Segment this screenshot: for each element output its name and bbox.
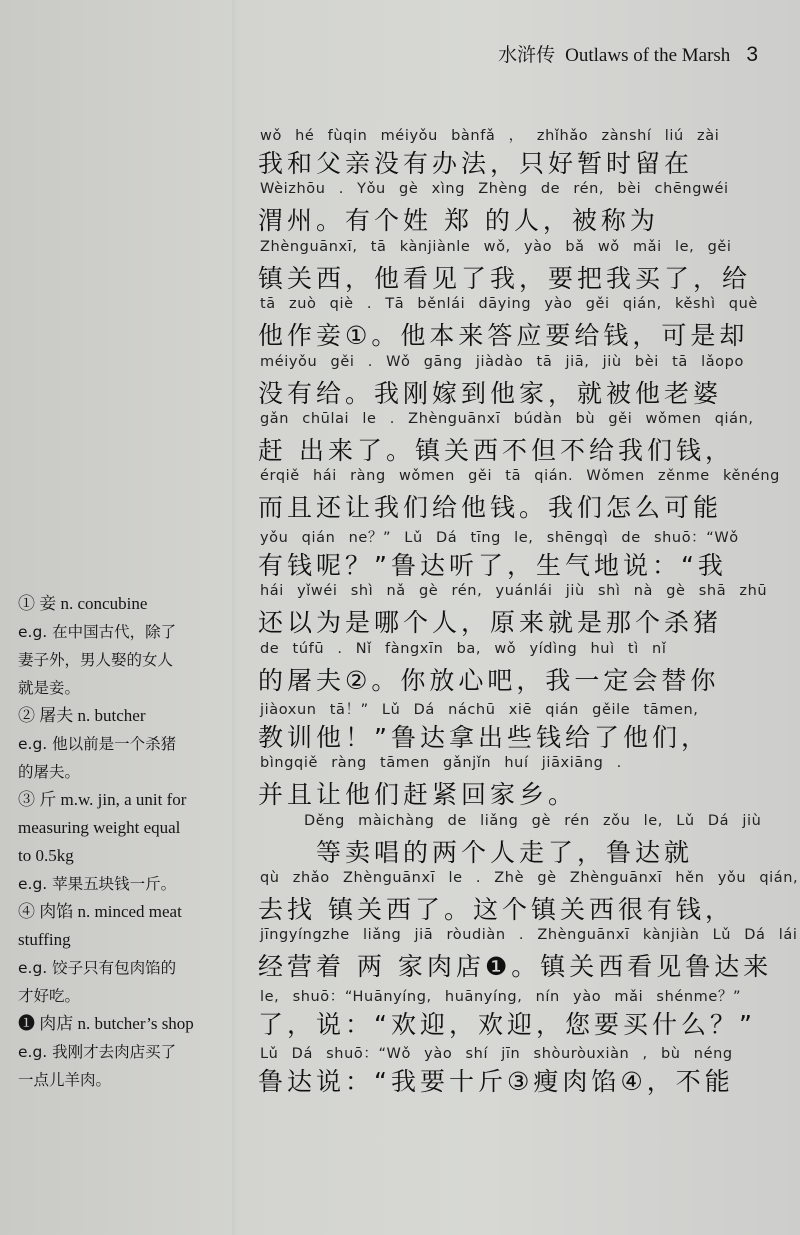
note-example: 才好吃。 xyxy=(18,987,81,1005)
text-line xyxy=(256,583,774,640)
text-line xyxy=(256,411,774,468)
hanzi-line: 而且还让我们给他钱。我们怎么可能 xyxy=(258,493,723,523)
text-line xyxy=(256,181,774,238)
page-divider xyxy=(232,0,238,1235)
text-line xyxy=(256,870,799,927)
hanzi-line: 的屠夫②。你放心吧，我一定会替你 xyxy=(258,665,720,695)
hanzi-line: 赶 出来了。镇关西不但不给我们钱， xyxy=(258,435,734,465)
text-line xyxy=(256,468,780,525)
note-definition: measuring weight equal xyxy=(18,818,181,837)
note-term: ① 妾 n. concubine xyxy=(18,594,148,613)
note-example: 妻子外，男人娶的女人 xyxy=(18,651,174,669)
text-line xyxy=(256,526,774,583)
pinyin-line: jiàoxun tā！” Lǔ Dá náchū xiē qián gěile tāmen, xyxy=(260,701,699,718)
hanzi-line: 还以为是哪个人，原来就是那个杀猪 xyxy=(258,608,723,638)
note-term: ❶ 肉店 n. butcher’s shop xyxy=(18,1014,194,1033)
text-line xyxy=(256,239,774,296)
pinyin-line: jīngyíngzhe liǎng jiā ròudiàn . Zhènguānxī kànjiàn Lǔ Dá lái xyxy=(260,927,798,944)
pinyin-line: Děng màichàng de liǎng gè rén zǒu le, Lǔ Dá jiù xyxy=(304,812,762,829)
text-line xyxy=(256,354,774,411)
hanzi-line: 渭州。有个姓 郑 的人，被称为 xyxy=(258,206,659,236)
pinyin-line: Wèizhōu . Yǒu gè xìng Zhèng de rén, bèi chēngwéi xyxy=(260,181,729,198)
hanzi-line: 并且让他们赶紧回家乡。 xyxy=(258,780,578,810)
text-line xyxy=(256,1042,774,1099)
vocabulary-notes xyxy=(18,590,228,1094)
pinyin-line: yǒu qián ne？” Lǔ Dá tīng le, shēngqì de shuō：“Wǒ xyxy=(260,529,739,546)
hanzi-line: 我和父亲没有办法，只好暂时留在 xyxy=(258,149,694,178)
text-line xyxy=(256,985,774,1042)
note-example: 的屠夫。 xyxy=(18,763,81,781)
note-term: ③ 斤 m.w. jin, a unit for xyxy=(18,790,187,809)
pinyin-line: bìngqiě ràng tāmen gǎnjǐn huí jiāxiāng . xyxy=(260,755,622,772)
text-line xyxy=(256,698,774,755)
text-line xyxy=(256,641,774,698)
hanzi-line: 鲁达说：“我要十斤③瘦肉馅④，不能 xyxy=(258,1067,734,1097)
header-title-en: Outlaws of the Marsh xyxy=(565,45,731,66)
hanzi-line: 没有给。我刚嫁到他家，就被他老婆 xyxy=(258,378,723,408)
note-example: 就是妾。 xyxy=(18,679,81,697)
pinyin-line: érqiě hái ràng wǒmen gěi tā qián. Wǒmen zěnme kěnéng xyxy=(260,468,780,485)
text-line xyxy=(256,813,774,870)
note-example: e.g. 苹果五块钱一斤。 xyxy=(18,875,177,893)
note-definition: to 0.5kg xyxy=(18,846,74,865)
pinyin-line: Lǔ Dá shuō：“Wǒ yào shí jīn shòuròuxiàn , bù néng xyxy=(260,1046,733,1063)
note-example: e.g. 他以前是一个杀猪 xyxy=(18,735,177,753)
hanzi-line: 等卖唱的两个人走了，鲁达就 xyxy=(316,837,694,867)
note-term: ④ 肉馅 n. minced meat xyxy=(18,902,182,921)
page-number: 3 xyxy=(746,43,758,66)
text-line xyxy=(256,755,774,812)
note-example: e.g. 我刚才去肉店买了 xyxy=(18,1043,177,1061)
main-text xyxy=(256,124,799,1100)
note-example: 一点儿羊肉。 xyxy=(18,1071,112,1089)
pinyin-line: le, shuō：“Huānyíng, huānyíng, nín yào mǎi shénme？” xyxy=(260,988,742,1005)
hanzi-line: 经营着 两 家肉店❶。镇关西看见鲁达来 xyxy=(258,952,773,982)
hanzi-line: 镇关西，他看见了我，要把我买了，给 xyxy=(258,263,752,293)
note-definition: stuffing xyxy=(18,930,71,949)
pinyin-line: gǎn chūlai le . Zhènguānxī búdàn bù gěi wǒmen qián, xyxy=(260,410,754,427)
header-title-cn: 水浒传 xyxy=(498,44,556,66)
pinyin-line: tā zuò qiè . Tā běnlái dāying yào gěi qián, kěshì què xyxy=(260,296,758,313)
hanzi-line: 教训他！”鲁达拿出些钱给了他们， xyxy=(258,722,710,752)
text-line xyxy=(256,296,774,353)
hanzi-line: 他作妾①。他本来答应要给钱，可是却 xyxy=(258,321,749,351)
hanzi-line: 了，说：“欢迎，欢迎，您要买什么？” xyxy=(258,1009,756,1039)
text-line xyxy=(256,927,798,984)
pinyin-line: qù zhǎo Zhènguānxī le . Zhè gè Zhènguānxī hěn yǒu qián, xyxy=(260,870,799,887)
note-example: e.g. 饺子只有包肉馅的 xyxy=(18,959,177,977)
text-line xyxy=(256,124,774,181)
page-header xyxy=(498,40,758,67)
pinyin-line: méiyǒu gěi . Wǒ gāng jiàdào tā jiā, jiù bèi tā lǎopo xyxy=(260,353,744,370)
hanzi-line: 去找 镇关西了。这个镇关西很有钱， xyxy=(258,895,734,925)
pinyin-line: Zhènguānxī, tā kànjiànle wǒ, yào bǎ wǒ mǎi le, gěi xyxy=(260,238,732,255)
pinyin-line: de túfū . Nǐ fàngxīn ba, wǒ yídìng huì tì nǐ xyxy=(260,640,667,657)
pinyin-line: wǒ hé fùqin méiyǒu bànfǎ ， zhǐhǎo zànshí liú zài xyxy=(260,128,720,144)
pinyin-line: hái yǐwéi shì nǎ gè rén, yuánlái jiù shì nà gè shā zhū xyxy=(260,583,768,600)
hanzi-line: 有钱呢？”鲁达听了，生气地说：“我 xyxy=(258,550,727,580)
note-term: ② 屠夫 n. butcher xyxy=(18,706,146,725)
note-example: e.g. 在中国古代，除了 xyxy=(18,623,177,641)
